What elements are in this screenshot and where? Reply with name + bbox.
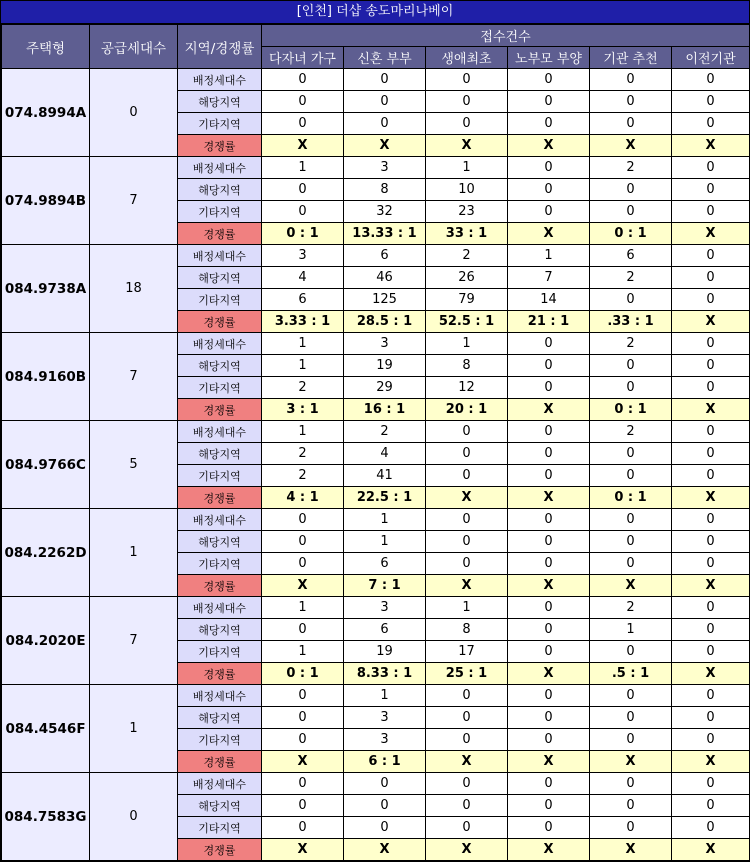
value-cell: 0 <box>426 795 508 817</box>
value-cell: 7 <box>508 267 590 289</box>
value-cell: 1 <box>426 157 508 179</box>
value-cell: 0 <box>508 113 590 135</box>
table-row <box>2 157 750 179</box>
value-cell: 0 <box>672 113 750 135</box>
row-label-cell: 경쟁률 <box>178 487 262 509</box>
row-label-cell: 배정세대수 <box>178 509 262 531</box>
competition-rate-cell: 52.5 : 1 <box>426 311 508 333</box>
value-cell: 0 <box>508 421 590 443</box>
housing-type-cell: 084.9766C <box>2 421 90 509</box>
value-cell: 0 <box>590 289 672 311</box>
housing-type-cell: 084.2020E <box>2 597 90 685</box>
value-cell: 4 <box>344 443 426 465</box>
row-label-cell: 배정세대수 <box>178 245 262 267</box>
value-cell: 0 <box>672 817 750 839</box>
competition-rate-cell: X <box>344 839 426 861</box>
value-cell: 6 <box>590 245 672 267</box>
competition-rate-cell: X <box>672 487 750 509</box>
competition-rate-cell: 0 : 1 <box>262 223 344 245</box>
row-label-cell: 경쟁률 <box>178 663 262 685</box>
value-cell: 0 <box>590 773 672 795</box>
row-label-cell: 해당지역 <box>178 179 262 201</box>
value-cell: 0 <box>426 729 508 751</box>
row-label-cell: 기타지역 <box>178 641 262 663</box>
competition-rate-cell: X <box>672 663 750 685</box>
value-cell: 0 <box>590 69 672 91</box>
value-cell: 0 <box>508 619 590 641</box>
competition-rate-cell: X <box>672 751 750 773</box>
table-row <box>2 685 750 707</box>
row-label-cell: 경쟁률 <box>178 135 262 157</box>
value-cell: 0 <box>672 795 750 817</box>
row-label-cell: 경쟁률 <box>178 751 262 773</box>
row-label-cell: 배정세대수 <box>178 773 262 795</box>
competition-rate-cell: X <box>426 839 508 861</box>
value-cell: 0 <box>508 201 590 223</box>
value-cell: 0 <box>672 531 750 553</box>
value-cell: 32 <box>344 201 426 223</box>
value-cell: 2 <box>344 421 426 443</box>
value-cell: 0 <box>672 421 750 443</box>
row-label-cell: 기타지역 <box>178 817 262 839</box>
value-cell: 79 <box>426 289 508 311</box>
table-row <box>2 245 750 267</box>
value-cell: 0 <box>344 91 426 113</box>
supply-count-cell: 0 <box>90 69 178 157</box>
value-cell: 0 <box>508 707 590 729</box>
supply-count-cell: 7 <box>90 157 178 245</box>
value-cell: 19 <box>344 355 426 377</box>
row-label-cell: 경쟁률 <box>178 839 262 861</box>
value-cell: 1 <box>262 333 344 355</box>
row-label-cell: 해당지역 <box>178 619 262 641</box>
value-cell: 0 <box>672 157 750 179</box>
value-cell: 6 <box>344 619 426 641</box>
supply-count-cell: 7 <box>90 333 178 421</box>
competition-rate-cell: 13.33 : 1 <box>344 223 426 245</box>
value-cell: 0 <box>426 509 508 531</box>
competition-rate-cell: 6 : 1 <box>344 751 426 773</box>
value-cell: 0 <box>508 685 590 707</box>
value-cell: 1 <box>262 641 344 663</box>
value-cell: 0 <box>508 509 590 531</box>
header-region: 지역/경쟁률 <box>178 25 262 69</box>
table-row <box>2 69 750 91</box>
value-cell: 1 <box>262 355 344 377</box>
value-cell: 6 <box>262 289 344 311</box>
competition-rate-cell: .33 : 1 <box>590 311 672 333</box>
value-cell: 0 <box>672 355 750 377</box>
housing-type-cell: 084.9738A <box>2 245 90 333</box>
value-cell: 0 <box>672 333 750 355</box>
value-cell: 4 <box>262 267 344 289</box>
value-cell: 0 <box>590 201 672 223</box>
value-cell: 0 <box>590 377 672 399</box>
row-label-cell: 기타지역 <box>178 113 262 135</box>
subscription-table <box>1 24 750 861</box>
value-cell: 0 <box>590 179 672 201</box>
competition-rate-cell: X <box>262 839 344 861</box>
value-cell: 0 <box>590 641 672 663</box>
supply-count-cell: 5 <box>90 421 178 509</box>
column-header: 신혼 부부 <box>344 47 426 69</box>
value-cell: 0 <box>262 91 344 113</box>
competition-rate-cell: X <box>672 311 750 333</box>
row-label-cell: 해당지역 <box>178 795 262 817</box>
value-cell: 3 <box>344 729 426 751</box>
value-cell: 8 <box>426 355 508 377</box>
value-cell: 0 <box>426 531 508 553</box>
competition-rate-cell: 4 : 1 <box>262 487 344 509</box>
value-cell: 0 <box>344 773 426 795</box>
competition-rate-cell: 3.33 : 1 <box>262 311 344 333</box>
table-row <box>2 509 750 531</box>
value-cell: 0 <box>262 531 344 553</box>
value-cell: 0 <box>426 69 508 91</box>
table-row <box>2 597 750 619</box>
value-cell: 2 <box>262 377 344 399</box>
value-cell: 0 <box>508 333 590 355</box>
competition-rate-cell: 8.33 : 1 <box>344 663 426 685</box>
value-cell: 0 <box>426 91 508 113</box>
competition-rate-cell: 0 : 1 <box>262 663 344 685</box>
value-cell: 0 <box>508 443 590 465</box>
value-cell: 6 <box>344 245 426 267</box>
value-cell: 2 <box>426 245 508 267</box>
value-cell: 0 <box>262 685 344 707</box>
value-cell: 0 <box>672 465 750 487</box>
value-cell: 0 <box>672 707 750 729</box>
competition-rate-cell: X <box>672 135 750 157</box>
value-cell: 0 <box>426 817 508 839</box>
value-cell: 0 <box>590 443 672 465</box>
value-cell: 0 <box>672 91 750 113</box>
value-cell: 0 <box>672 685 750 707</box>
value-cell: 0 <box>426 421 508 443</box>
value-cell: 0 <box>508 773 590 795</box>
value-cell: 0 <box>672 267 750 289</box>
row-label-cell: 경쟁률 <box>178 399 262 421</box>
value-cell: 0 <box>262 179 344 201</box>
value-cell: 0 <box>672 509 750 531</box>
value-cell: 0 <box>590 795 672 817</box>
value-cell: 3 <box>344 157 426 179</box>
value-cell: 2 <box>590 421 672 443</box>
competition-rate-cell: X <box>262 751 344 773</box>
value-cell: 1 <box>262 421 344 443</box>
competition-rate-cell: X <box>508 663 590 685</box>
row-label-cell: 해당지역 <box>178 443 262 465</box>
value-cell: 0 <box>590 553 672 575</box>
value-cell: 1 <box>344 509 426 531</box>
value-cell: 0 <box>344 113 426 135</box>
value-cell: 2 <box>590 267 672 289</box>
value-cell: 0 <box>508 69 590 91</box>
value-cell: 0 <box>262 707 344 729</box>
value-cell: 0 <box>508 553 590 575</box>
competition-rate-cell: X <box>672 575 750 597</box>
value-cell: 1 <box>590 619 672 641</box>
supply-count-cell: 0 <box>90 773 178 861</box>
value-cell: 0 <box>262 817 344 839</box>
value-cell: 0 <box>262 553 344 575</box>
competition-rate-cell: .5 : 1 <box>590 663 672 685</box>
value-cell: 1 <box>508 245 590 267</box>
competition-rate-cell: X <box>508 751 590 773</box>
row-label-cell: 기타지역 <box>178 553 262 575</box>
value-cell: 26 <box>426 267 508 289</box>
housing-type-cell: 074.8994A <box>2 69 90 157</box>
value-cell: 2 <box>262 465 344 487</box>
row-label-cell: 경쟁률 <box>178 223 262 245</box>
value-cell: 0 <box>426 773 508 795</box>
competition-rate-cell: X <box>262 575 344 597</box>
value-cell: 2 <box>590 597 672 619</box>
value-cell: 0 <box>672 443 750 465</box>
value-cell: 0 <box>672 69 750 91</box>
competition-rate-cell: 28.5 : 1 <box>344 311 426 333</box>
value-cell: 0 <box>672 597 750 619</box>
value-cell: 0 <box>508 817 590 839</box>
value-cell: 29 <box>344 377 426 399</box>
value-cell: 0 <box>590 531 672 553</box>
header-group: 접수건수 <box>262 25 750 47</box>
competition-rate-cell: 16 : 1 <box>344 399 426 421</box>
competition-rate-cell: 3 : 1 <box>262 399 344 421</box>
value-cell: 0 <box>508 465 590 487</box>
value-cell: 8 <box>344 179 426 201</box>
competition-rate-cell: 0 : 1 <box>590 487 672 509</box>
value-cell: 23 <box>426 201 508 223</box>
header-supply: 공급세대수 <box>90 25 178 69</box>
competition-rate-cell: 21 : 1 <box>508 311 590 333</box>
value-cell: 0 <box>262 619 344 641</box>
housing-type-cell: 084.7583G <box>2 773 90 861</box>
value-cell: 46 <box>344 267 426 289</box>
value-cell: 0 <box>262 509 344 531</box>
value-cell: 0 <box>508 157 590 179</box>
competition-rate-cell: X <box>262 135 344 157</box>
supply-count-cell: 7 <box>90 597 178 685</box>
value-cell: 0 <box>590 729 672 751</box>
row-label-cell: 해당지역 <box>178 91 262 113</box>
competition-rate-cell: X <box>508 223 590 245</box>
value-cell: 0 <box>672 245 750 267</box>
row-label-cell: 배정세대수 <box>178 421 262 443</box>
row-label-cell: 배정세대수 <box>178 333 262 355</box>
table-row <box>2 773 750 795</box>
column-header: 생애최초 <box>426 47 508 69</box>
row-label-cell: 경쟁률 <box>178 311 262 333</box>
value-cell: 3 <box>344 333 426 355</box>
competition-rate-cell: X <box>590 839 672 861</box>
column-header: 다자녀 가구 <box>262 47 344 69</box>
competition-rate-cell: X <box>508 399 590 421</box>
value-cell: 1 <box>262 157 344 179</box>
column-header: 이전기관 <box>672 47 750 69</box>
value-cell: 0 <box>262 773 344 795</box>
value-cell: 8 <box>426 619 508 641</box>
value-cell: 0 <box>672 289 750 311</box>
value-cell: 1 <box>262 597 344 619</box>
value-cell: 0 <box>590 355 672 377</box>
value-cell: 12 <box>426 377 508 399</box>
supply-count-cell: 1 <box>90 685 178 773</box>
value-cell: 0 <box>590 509 672 531</box>
value-cell: 19 <box>344 641 426 663</box>
value-cell: 0 <box>672 773 750 795</box>
value-cell: 0 <box>672 553 750 575</box>
value-cell: 0 <box>426 707 508 729</box>
value-cell: 0 <box>508 531 590 553</box>
value-cell: 0 <box>344 795 426 817</box>
housing-type-cell: 084.4546F <box>2 685 90 773</box>
value-cell: 0 <box>262 795 344 817</box>
value-cell: 0 <box>590 707 672 729</box>
column-header: 노부모 부양 <box>508 47 590 69</box>
housing-type-cell: 074.9894B <box>2 157 90 245</box>
competition-rate-cell: X <box>344 135 426 157</box>
value-cell: 1 <box>426 597 508 619</box>
competition-rate-cell: X <box>508 135 590 157</box>
competition-rate-cell: X <box>590 575 672 597</box>
value-cell: 1 <box>426 333 508 355</box>
value-cell: 2 <box>590 157 672 179</box>
value-cell: 0 <box>508 179 590 201</box>
competition-rate-cell: X <box>672 839 750 861</box>
competition-rate-cell: 0 : 1 <box>590 223 672 245</box>
value-cell: 0 <box>590 465 672 487</box>
value-cell: 0 <box>426 685 508 707</box>
value-cell: 14 <box>508 289 590 311</box>
value-cell: 41 <box>344 465 426 487</box>
competition-rate-cell: X <box>672 399 750 421</box>
value-cell: 0 <box>590 113 672 135</box>
value-cell: 0 <box>426 465 508 487</box>
row-label-cell: 해당지역 <box>178 355 262 377</box>
value-cell: 0 <box>508 795 590 817</box>
value-cell: 0 <box>508 597 590 619</box>
value-cell: 0 <box>672 201 750 223</box>
value-cell: 0 <box>344 817 426 839</box>
supply-count-cell: 1 <box>90 509 178 597</box>
competition-rate-cell: X <box>508 839 590 861</box>
competition-rate-cell: X <box>590 751 672 773</box>
value-cell: 6 <box>344 553 426 575</box>
value-cell: 2 <box>262 443 344 465</box>
value-cell: 0 <box>262 113 344 135</box>
row-label-cell: 기타지역 <box>178 201 262 223</box>
competition-rate-cell: 33 : 1 <box>426 223 508 245</box>
competition-rate-cell: X <box>590 135 672 157</box>
value-cell: 0 <box>672 179 750 201</box>
competition-rate-cell: 7 : 1 <box>344 575 426 597</box>
row-label-cell: 기타지역 <box>178 289 262 311</box>
value-cell: 0 <box>426 443 508 465</box>
value-cell: 2 <box>590 333 672 355</box>
row-label-cell: 해당지역 <box>178 707 262 729</box>
value-cell: 0 <box>426 553 508 575</box>
value-cell: 0 <box>590 91 672 113</box>
value-cell: 0 <box>672 641 750 663</box>
competition-rate-cell: X <box>426 575 508 597</box>
value-cell: 125 <box>344 289 426 311</box>
value-cell: 0 <box>672 377 750 399</box>
housing-type-cell: 084.2262D <box>2 509 90 597</box>
competition-rate-cell: X <box>426 487 508 509</box>
value-cell: 0 <box>508 355 590 377</box>
column-header: 기관 추천 <box>590 47 672 69</box>
competition-rate-cell: X <box>426 751 508 773</box>
competition-rate-cell: 22.5 : 1 <box>344 487 426 509</box>
value-cell: 17 <box>426 641 508 663</box>
row-label-cell: 해당지역 <box>178 531 262 553</box>
value-cell: 0 <box>262 201 344 223</box>
value-cell: 1 <box>344 531 426 553</box>
value-cell: 3 <box>262 245 344 267</box>
row-label-cell: 해당지역 <box>178 267 262 289</box>
value-cell: 3 <box>344 707 426 729</box>
competition-rate-cell: X <box>508 487 590 509</box>
value-cell: 0 <box>426 113 508 135</box>
header-type: 주택형 <box>2 25 90 69</box>
row-label-cell: 배정세대수 <box>178 69 262 91</box>
value-cell: 0 <box>508 641 590 663</box>
row-label-cell: 배정세대수 <box>178 685 262 707</box>
value-cell: 10 <box>426 179 508 201</box>
value-cell: 0 <box>590 685 672 707</box>
competition-rate-cell: 25 : 1 <box>426 663 508 685</box>
table-row <box>2 421 750 443</box>
housing-type-cell: 084.9160B <box>2 333 90 421</box>
competition-rate-cell: X <box>426 135 508 157</box>
competition-rate-cell: X <box>672 223 750 245</box>
competition-rate-cell: 20 : 1 <box>426 399 508 421</box>
value-cell: 0 <box>590 817 672 839</box>
table-row <box>2 333 750 355</box>
supply-count-cell: 18 <box>90 245 178 333</box>
value-cell: 0 <box>262 69 344 91</box>
value-cell: 0 <box>672 729 750 751</box>
row-label-cell: 배정세대수 <box>178 157 262 179</box>
value-cell: 0 <box>508 729 590 751</box>
value-cell: 3 <box>344 597 426 619</box>
row-label-cell: 배정세대수 <box>178 597 262 619</box>
value-cell: 0 <box>262 729 344 751</box>
table-title: [인천] 더샵 송도마리나베이 <box>1 1 749 24</box>
value-cell: 1 <box>344 685 426 707</box>
row-label-cell: 기타지역 <box>178 377 262 399</box>
row-label-cell: 경쟁률 <box>178 575 262 597</box>
row-label-cell: 기타지역 <box>178 465 262 487</box>
value-cell: 0 <box>508 377 590 399</box>
value-cell: 0 <box>672 619 750 641</box>
value-cell: 0 <box>508 91 590 113</box>
value-cell: 0 <box>344 69 426 91</box>
competition-rate-cell: 0 : 1 <box>590 399 672 421</box>
row-label-cell: 기타지역 <box>178 729 262 751</box>
competition-rate-cell: X <box>508 575 590 597</box>
